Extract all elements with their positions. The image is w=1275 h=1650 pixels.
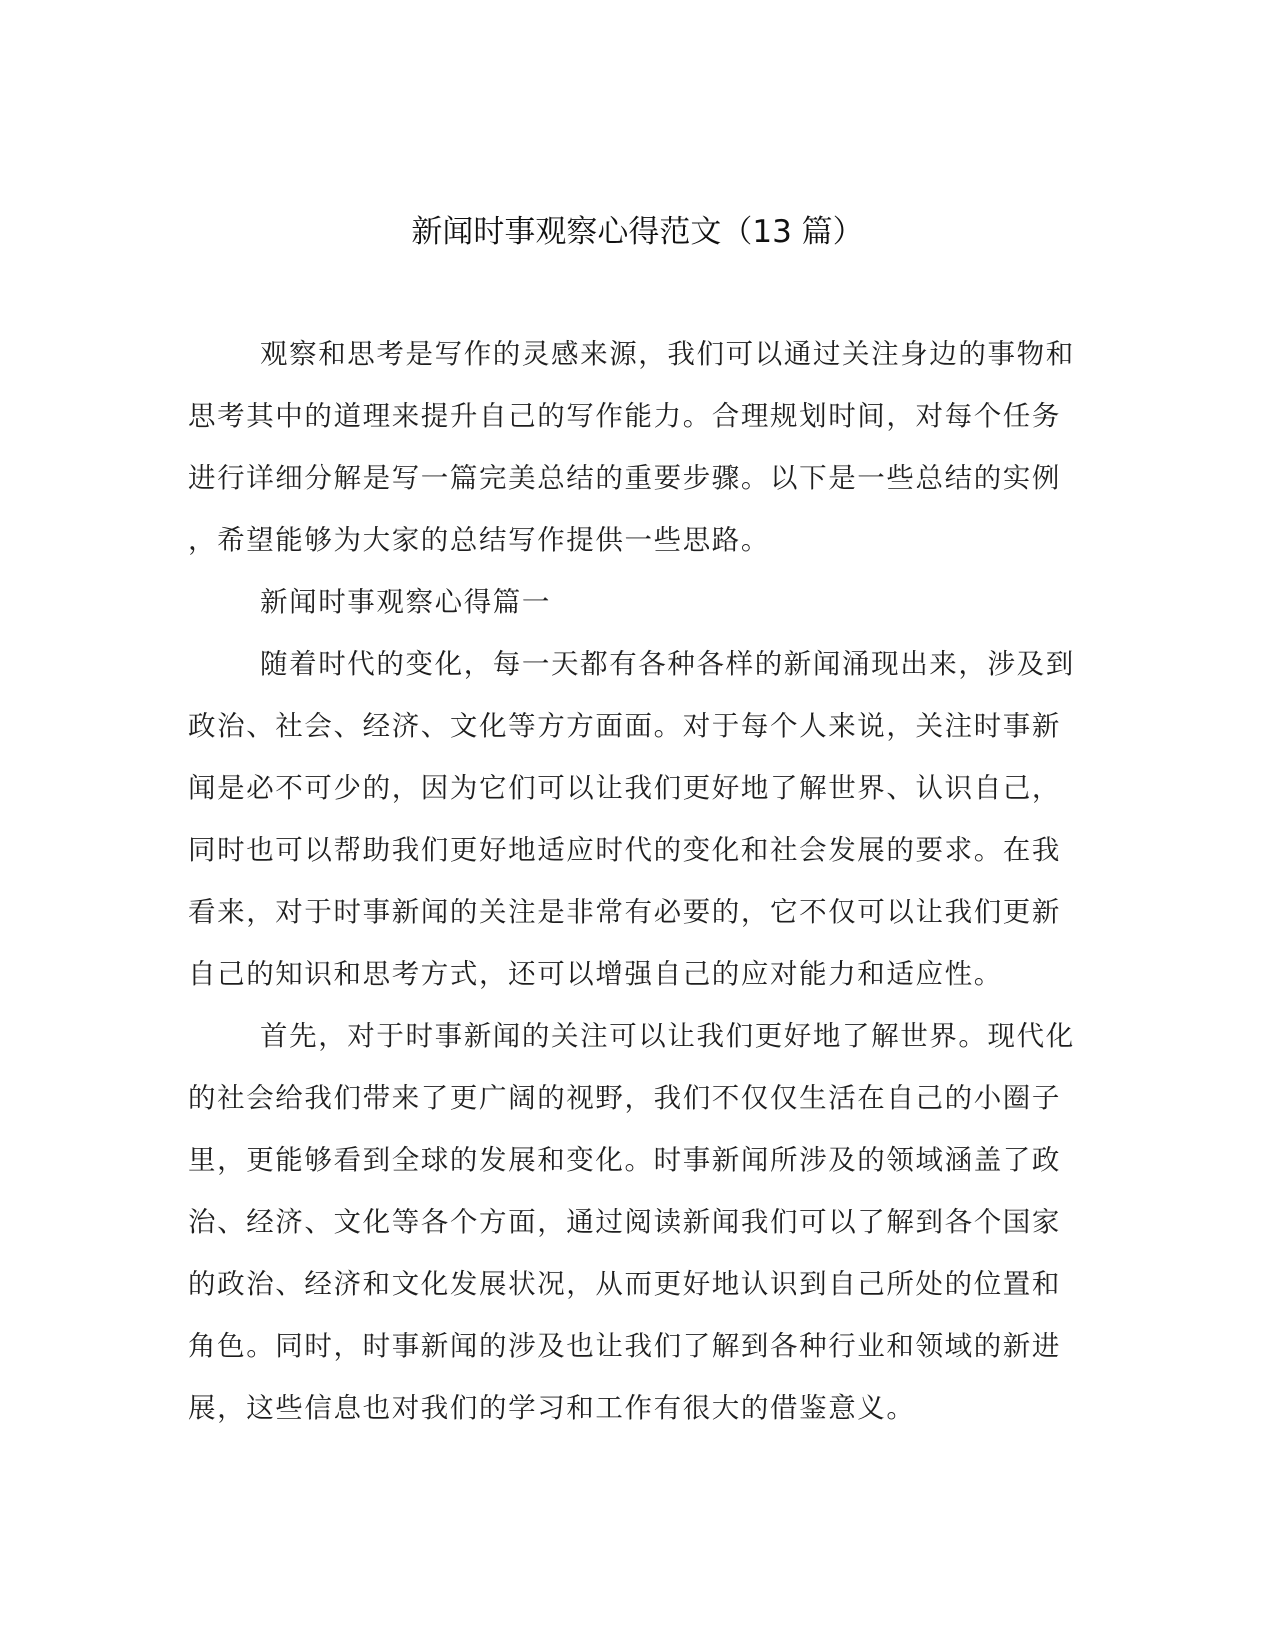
paragraph-line: 首先，对于时事新闻的关注可以让我们更好地了解世界。现代化 [260, 1020, 1075, 1052]
document-body [188, 323, 1078, 1439]
paragraph-line: 的社会给我们带来了更广阔的视野，我们不仅仅生活在自己的小圈子 [188, 1082, 1061, 1114]
paragraph-line: 随着时代的变化，每一天都有各种各样的新闻涌现出来，涉及到 [260, 648, 1075, 680]
paragraph-line: 进行详细分解是写一篇完美总结的重要步骤。以下是一些总结的实例 [188, 462, 1061, 494]
paragraph-line: 政治、社会、经济、文化等方方面面。对于每个人来说，关注时事新 [188, 710, 1061, 742]
paragraph-line: 看来，对于时事新闻的关注是非常有必要的，它不仅可以让我们更新 [188, 896, 1061, 928]
document-title: 新闻时事观察心得范文（13 篇） [411, 214, 864, 250]
paragraph-line: 自己的知识和思考方式，还可以增强自己的应对能力和适应性。 [188, 958, 1003, 990]
paragraph-line: 思考其中的道理来提升自己的写作能力。合理规划时间，对每个任务 [188, 400, 1061, 432]
paragraph-line: 治、经济、文化等各个方面，通过阅读新闻我们可以了解到各个国家 [188, 1206, 1061, 1238]
paragraph-line: 角色。同时，时事新闻的涉及也让我们了解到各种行业和领域的新进 [188, 1330, 1061, 1362]
section-heading: 新闻时事观察心得篇一 [260, 586, 551, 618]
paragraph-line: 展，这些信息也对我们的学习和工作有很大的借鉴意义。 [188, 1392, 916, 1424]
paragraph-line: 里，更能够看到全球的发展和变化。时事新闻所涉及的领域涵盖了政 [188, 1144, 1061, 1176]
paragraph-line: 观察和思考是写作的灵感来源，我们可以通过关注身边的事物和 [260, 338, 1075, 370]
paragraph-line: 的政治、经济和文化发展状况，从而更好地认识到自己所处的位置和 [188, 1268, 1061, 1300]
paragraph-line: ，希望能够为大家的总结写作提供一些思路。 [188, 524, 770, 556]
paragraph-line: 闻是必不可少的，因为它们可以让我们更好地了解世界、认识自己， [188, 772, 1061, 804]
paragraph-line: 同时也可以帮助我们更好地适应时代的变化和社会发展的要求。在我 [188, 834, 1061, 866]
